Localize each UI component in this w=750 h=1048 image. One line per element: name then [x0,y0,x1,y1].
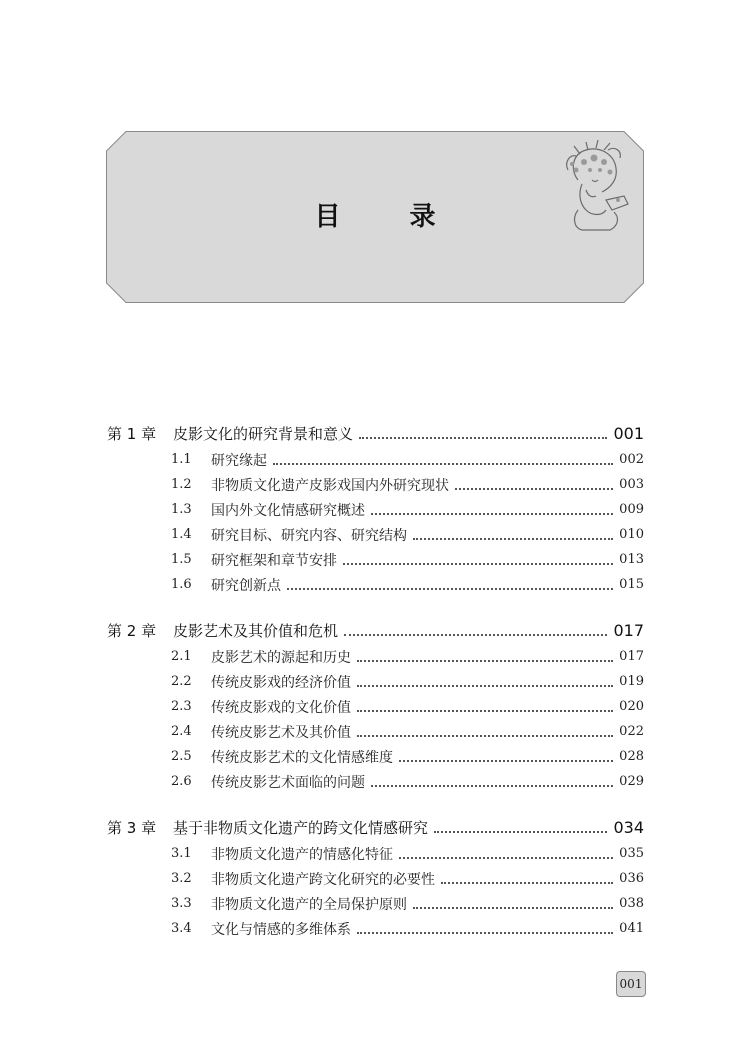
chapter-row[interactable] [107,420,644,447]
section-title: 传统皮影戏的经济价值 [211,674,351,691]
section-number: 1.3 [171,502,192,517]
section-title: 皮影艺术的源起和历史 [211,649,351,666]
dot-leader [399,759,613,762]
section-title: 非物质文化遗产跨文化研究的必要性 [211,871,435,888]
section-title: 文化与情感的多维体系 [211,921,351,938]
section-row[interactable] [107,447,644,472]
dot-leader [344,633,607,636]
section-page: 010 [619,527,644,542]
dot-leader [371,784,613,787]
section-title: 传统皮影艺术的文化情感维度 [211,749,393,766]
section-number: 3.2 [171,871,192,886]
chapter-label: 第 3 章 [107,819,157,837]
dot-leader [287,587,613,590]
section-title: 国内外文化情感研究概述 [211,502,365,519]
section-number: 1.5 [171,552,192,567]
page-number-badge: 001 [616,971,646,997]
section-number: 2.3 [171,699,192,714]
section-title: 非物质文化遗产的情感化特征 [211,846,393,863]
chapter-label: 第 2 章 [107,622,157,640]
chapter-1 [107,420,644,597]
section-row[interactable] [107,694,644,719]
chapter-row[interactable] [107,814,644,841]
section-page: 017 [619,649,644,664]
section-number: 2.2 [171,674,192,689]
chapter-row[interactable] [107,617,644,644]
section-title: 研究框架和章节安排 [211,552,337,569]
section-row[interactable] [107,744,644,769]
section-page: 003 [619,477,644,492]
section-page: 009 [619,502,644,517]
dot-leader [359,436,607,439]
section-page: 036 [619,871,644,886]
section-page: 020 [619,699,644,714]
section-row[interactable] [107,891,644,916]
section-number: 1.6 [171,577,192,592]
section-row[interactable] [107,497,644,522]
section-row[interactable] [107,841,644,866]
chapter-page: 017 [613,621,644,640]
dot-leader [357,931,613,934]
dot-leader [357,709,613,712]
section-page: 013 [619,552,644,567]
section-row[interactable] [107,547,644,572]
dot-leader [357,684,613,687]
section-title: 研究目标、研究内容、研究结构 [211,527,407,544]
chapter-2 [107,617,644,794]
section-row[interactable] [107,644,644,669]
section-page: 019 [619,674,644,689]
section-page: 022 [619,724,644,739]
chapter-title: 基于非物质文化遗产的跨文化情感研究 [173,819,429,837]
section-page: 041 [619,921,644,936]
chapter-label: 第 1 章 [107,425,157,443]
section-row[interactable] [107,719,644,744]
section-title: 研究缘起 [211,452,267,469]
section-number: 3.3 [171,896,192,911]
section-title: 非物质文化遗产皮影戏国内外研究现状 [211,477,449,494]
dot-leader [371,512,613,515]
chapter-3 [107,814,644,941]
section-title: 传统皮影艺术及其价值 [211,724,351,741]
section-number: 2.1 [171,649,192,664]
dot-leader [357,659,613,662]
section-number: 1.4 [171,527,192,542]
section-number: 3.4 [171,921,192,936]
section-number: 1.2 [171,477,192,492]
page-title: 目 录 [314,202,466,232]
section-page: 038 [619,896,644,911]
section-row[interactable] [107,769,644,794]
section-row[interactable] [107,669,644,694]
section-number: 1.1 [171,452,192,467]
dot-leader [273,462,613,465]
chapter-title: 皮影艺术及其价值和危机 [173,622,339,640]
dot-leader [455,487,613,490]
dot-leader [441,881,613,884]
section-number: 2.4 [171,724,192,739]
table-of-contents [107,420,644,961]
section-number: 2.5 [171,749,192,764]
section-row[interactable] [107,522,644,547]
dot-leader [413,906,613,909]
dot-leader [413,537,613,540]
dot-leader [434,830,607,833]
section-title: 传统皮影艺术面临的问题 [211,774,365,791]
section-row[interactable] [107,472,644,497]
section-page: 015 [619,577,644,592]
section-row[interactable] [107,572,644,597]
section-title: 传统皮影戏的文化价值 [211,699,351,716]
section-page: 035 [619,846,644,861]
shadow-puppet-icon [548,140,632,232]
dot-leader [357,734,613,737]
section-title: 非物质文化遗产的全局保护原则 [211,896,407,913]
dot-leader [399,856,613,859]
section-number: 2.6 [171,774,192,789]
section-row[interactable] [107,866,644,891]
chapter-title: 皮影文化的研究背景和意义 [173,425,354,443]
section-page: 029 [619,774,644,789]
section-row[interactable] [107,916,644,941]
dot-leader [343,562,613,565]
section-page: 002 [619,452,644,467]
chapter-page: 001 [613,424,644,443]
section-number: 3.1 [171,846,192,861]
section-title: 研究创新点 [211,577,281,594]
section-page: 028 [619,749,644,764]
chapter-page: 034 [613,818,644,837]
